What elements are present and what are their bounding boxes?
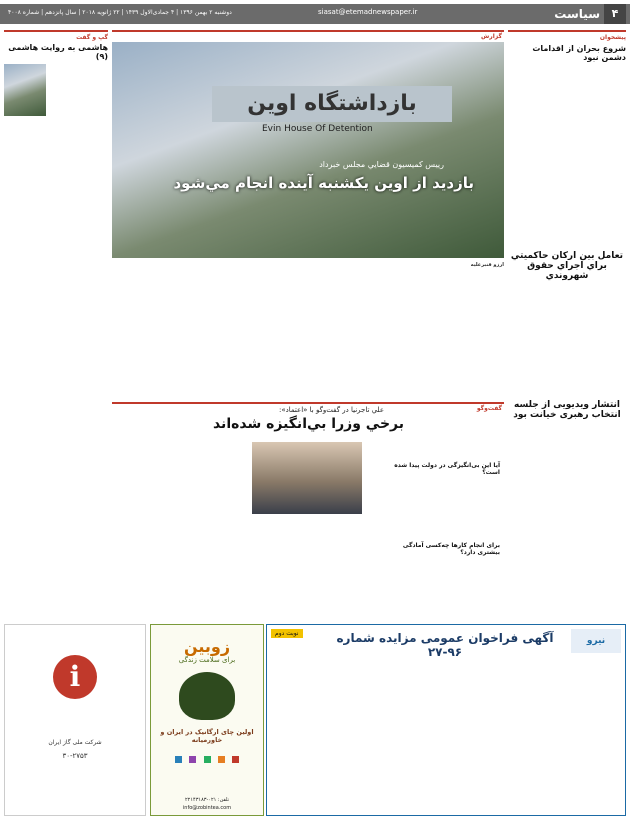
info-icon: i — [53, 655, 97, 699]
section-email: siasat@etemadnewspaper.ir — [318, 8, 418, 16]
interview-headline: برخي وزرا بي‌انگيزه شده‌اند — [212, 416, 404, 432]
info-code: ۳۰-۲۷۵۳ — [62, 752, 88, 760]
zobin-phone: تلفن: ۰۲۱-۲۲۱۴۳۱۸۳ — [184, 797, 229, 803]
interview-kicker: علي تاجرنيا در گفت‌وگو با «اعتماد»: — [278, 406, 384, 414]
product-tile — [232, 756, 239, 763]
product-tiles — [151, 748, 263, 767]
lead-story-photo-block — [112, 30, 504, 260]
product-tile — [175, 756, 182, 763]
lead-headline: بازديد از اوين يكشنبه آينده انجام مي‌شود — [173, 174, 474, 192]
tender-logo: نیرو — [571, 629, 621, 653]
teapot-image — [179, 672, 235, 720]
story2-title: تعامل بين اركان حاكميتي براي اجراي حقوق شهروندي — [510, 251, 624, 281]
page-number: ۴ — [604, 4, 626, 24]
tender-ad — [266, 624, 626, 816]
zobin-logo: زوبین — [183, 637, 231, 656]
lead-kicker: رييس كميسيون قضايي مجلس خبرداد — [319, 160, 444, 169]
interview-question-2: برای انجام کارها چه‌کسی آمادگی بیشتری دارد؟ — [402, 542, 500, 556]
left-column-body — [4, 64, 108, 584]
product-tile — [218, 756, 225, 763]
lead-tag: گزارش — [480, 33, 502, 40]
left-column-tag: گپ و گفت — [76, 34, 108, 41]
product-tile — [189, 756, 196, 763]
story1-title: شروع بحران از اقدامات دشمن نبود — [532, 44, 626, 62]
interviewee-photo — [252, 442, 362, 514]
info-text: شرکت ملی گاز ایران — [48, 739, 102, 746]
info-ad — [4, 624, 146, 816]
interview-tag: گفت‌وگو — [476, 405, 502, 412]
left-column-title: هاشمی به روایت هاشمی (۹) — [8, 43, 108, 61]
zobin-web: info@zobintea.com — [182, 805, 232, 811]
right-column — [508, 30, 626, 620]
zobin-tagline: اولین چای ارگانیک در ایران و خاورمیانه — [160, 728, 254, 744]
page-header — [0, 0, 630, 28]
zobin-ad — [150, 624, 264, 816]
interview-block — [112, 402, 504, 620]
left-column — [4, 30, 108, 620]
portrait-photo — [4, 64, 46, 116]
issue-date: دوشنبه ۲ بهمن ۱۳۹۶ | ۴ جمادی‌الاول ۱۴۳۹ | ۲۲ ژانویه ۲۰۱۸ | سال پانزدهم | شماره ۴۰۰۸ — [8, 9, 232, 16]
tender-body — [273, 669, 621, 811]
photo-sign-en: Evin House Of Detention — [262, 124, 373, 134]
section-title: سیاست — [554, 7, 600, 21]
photo-sign: بازداشتگاه اوین — [212, 86, 452, 122]
interview-text — [112, 522, 504, 618]
product-tile — [204, 756, 211, 763]
lead-text — [112, 268, 504, 400]
tender-badge: نوبت دوم — [271, 629, 303, 638]
story3-title: انتشار ویدیویی از جلسه انتخاب رهبری خیانت بود — [513, 400, 621, 420]
interview-question-1: آیا این بی‌انگیزگی در دولت پیدا شده است؟ — [394, 462, 500, 476]
story3-body — [508, 423, 626, 620]
zobin-subtitle: برای سلامت زندگی — [178, 656, 236, 664]
story2-body — [508, 284, 626, 394]
story1-body — [508, 65, 626, 245]
tender-title: آگهی فراخوان عمومی مزایده شماره ۹۶-۲۷ — [336, 631, 554, 659]
lead-story-body — [112, 262, 504, 400]
lead-byline: آرزو قنبرعلیه — [470, 262, 504, 268]
evin-photo — [112, 42, 504, 258]
right-column-tag: پیشخوان — [599, 34, 626, 41]
